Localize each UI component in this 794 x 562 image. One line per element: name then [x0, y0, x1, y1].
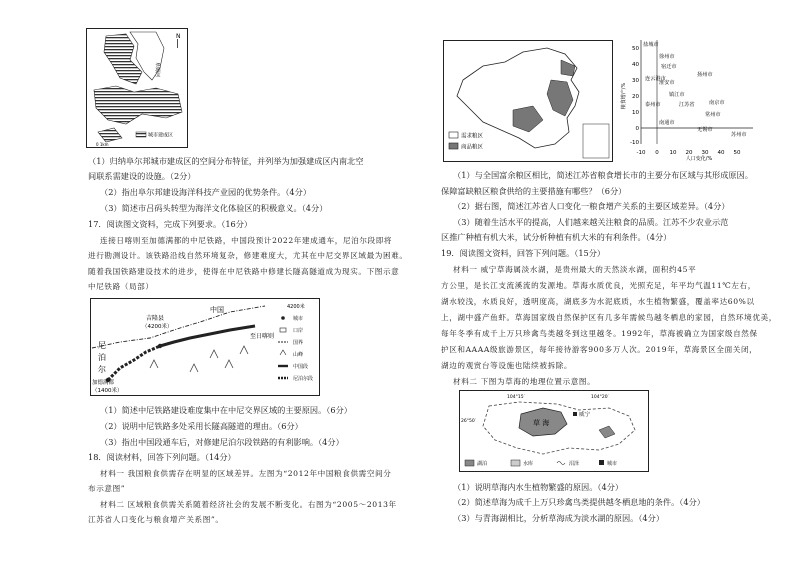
svg-text:中国段: 中国段 [293, 364, 309, 370]
svg-text:沼泽: 沼泽 [569, 461, 580, 467]
svg-text:-10: -10 [636, 150, 646, 156]
q18-heading: 18．阅读材料，回答下列问题。（14分） [88, 452, 236, 462]
svg-text:10: 10 [632, 110, 639, 116]
x-axis-label: 人口变化/% [685, 156, 713, 162]
svg-text:4200米: 4200米 [287, 304, 305, 310]
city-point-labels [643, 40, 747, 138]
q19-3: （3）与青海湖相比，分析草海成为淡水湖的原因。（4分） [453, 513, 665, 523]
right-column [397, 0, 794, 562]
q18-3: （3）随着生活水平的提高，人们越来越关注粮食的品质。江苏不少农业示范 [453, 217, 729, 227]
label-china: 中国 [210, 306, 224, 314]
river-label: 阜姆河 [154, 62, 160, 78]
q16-1: （1）归纳阜尔邦城市建成区的空间分布特征，并列举为加强建成区内南北空 [88, 156, 364, 166]
city-map-figure [86, 28, 188, 148]
jiangsu-scatter-plot [619, 36, 759, 162]
q16-2: （2）指出阜尔邦建设海洋科技产业园的优势条件。（4分） [100, 187, 312, 197]
railway-map-figure [90, 298, 320, 396]
svg-text:苏州市: 苏州市 [731, 132, 747, 138]
svg-text:26°50′: 26°50′ [461, 419, 476, 424]
y-axis-label: 粮食增产/% [621, 82, 627, 110]
q17-passage-1: 连接日喀则至加德满都的中尼铁路，中国段预计2022年建成通车，尼泊尔段即将 [100, 236, 393, 245]
svg-text:尼: 尼 [98, 341, 106, 350]
legend-deficit: 需求粮区 [461, 133, 484, 140]
svg-text:口岸: 口岸 [293, 328, 304, 334]
q19-material-1-line-6: 护区和AAAA级旅游景区，每年接待游客900多万人次。2019年，草海景区全面关闭， [441, 345, 758, 354]
q16-3: （3）简述市吕码头转型为海洋文化体验区的积极意义。（4分） [100, 203, 328, 213]
q18-3b: 区推广种植有机大米，试分析种植有机大米的有利条件。（4分） [441, 232, 672, 242]
svg-text:（1400米）: （1400米） [92, 388, 123, 394]
svg-text:国界: 国界 [293, 340, 304, 346]
q19-material-1-line-3: 湖水较浅，水质良好，透明度高，湖底多为水泥底质，水生植物繁盛，覆盖率达60%以 [441, 297, 755, 306]
svg-text:淮安市: 淮安市 [659, 80, 675, 86]
q19-2: （2）简述草海为成千上万只珍禽鸟类提供越冬栖息地的条件。（4分） [453, 497, 705, 507]
svg-text:山峰: 山峰 [293, 352, 304, 358]
q18-material-2a: 材料二 区域粮食供需关系随着经济社会的发展不断变化。右图为“2005～2013年 [100, 500, 397, 509]
q17-1: （1）简述中尼铁路建设难度集中在中尼交界区域的主要原因。（6分） [100, 405, 352, 415]
q19-material-2: 材料二 下图为草海的地理位置示意图。 [453, 377, 596, 386]
legend-built-up: 城市建成区 [148, 132, 174, 139]
svg-text:0 1km: 0 1km [96, 142, 109, 147]
legend-surplus: 商品粮区 [461, 144, 484, 151]
label-caohai: 草 海 [533, 419, 550, 427]
svg-text:0: 0 [655, 150, 659, 156]
svg-text:城市: 城市 [607, 461, 618, 467]
svg-text:盐城市: 盐城市 [643, 42, 659, 48]
svg-text:徐州市: 徐州市 [659, 54, 675, 60]
china-grain-map [443, 40, 613, 162]
q17-passage-2: 进行勘测设计。该铁路沿线自然环境复杂，修建难度大，尤其在中尼交界区域最为困难。 [88, 251, 408, 260]
svg-text:104°15′: 104°15′ [507, 395, 525, 400]
svg-text:无锡市: 无锡市 [697, 127, 713, 133]
svg-text:（4200米）: （4200米） [142, 324, 173, 330]
svg-text:南通市: 南通市 [659, 120, 675, 126]
svg-text:30: 30 [632, 78, 639, 84]
svg-text:水库: 水库 [523, 461, 534, 467]
q19-heading: 19．阅读图文资料，回答下列问题。（15分） [441, 248, 606, 258]
svg-text:10: 10 [669, 150, 677, 156]
svg-text:0: 0 [635, 126, 639, 132]
svg-text:104°20′: 104°20′ [591, 395, 609, 400]
q17-3: （3）指出中国段通车后，对修建尼泊尔段铁路的有利影响。（4分） [100, 437, 344, 447]
q18-2: （2）据右图，简述江苏省人口变化一粮食增产关系的主要区域差异。（4分） [453, 201, 730, 211]
svg-text:扬州市: 扬州市 [697, 72, 713, 78]
q19-material-1-line-1: 材料一 威宁草海属淡水湖，是贵州最大的天然淡水湖，面积约45平 [453, 265, 697, 274]
svg-text:城市: 城市 [293, 316, 304, 322]
q18-material-1b: 布示意图” [88, 484, 126, 493]
caohai-map [459, 390, 649, 472]
y-tick-labels [630, 46, 639, 146]
svg-text:江苏省: 江苏省 [679, 102, 695, 108]
label-jilong: 吉隆县 [146, 315, 165, 322]
q18-material-2b: 江苏省人口变化与粮食增产关系图”。 [88, 515, 224, 524]
q18-1: （1）与全国富余粮区相比，简述江苏省粮食增长市的主要分布区域与其形成原因。 [453, 170, 753, 180]
svg-text:40: 40 [717, 150, 725, 156]
q18-1b: 保障富缺粮区粮食供给的主要措施有哪些？（6分） [441, 186, 627, 196]
q17-passage-4: 中尼铁路（局部） [88, 282, 154, 291]
svg-text:镇江市: 镇江市 [669, 92, 685, 98]
svg-text:20: 20 [685, 150, 693, 156]
svg-text:尔: 尔 [98, 365, 106, 374]
svg-text:40: 40 [632, 62, 639, 68]
q17-passage-3: 随着我国铁路建设技术的进步，使得在中尼铁路中修建长隧高隧道成为现实。下图示意 [88, 267, 400, 276]
svg-text:20: 20 [632, 94, 639, 100]
svg-text:尼泊尔段: 尼泊尔段 [293, 376, 314, 382]
svg-text:N: N [176, 33, 181, 40]
q17-heading: 17．阅读图文资料，完成下列要求。（16分） [88, 219, 253, 229]
q16-1b: 间联系需建设的设施。（2分） [88, 171, 196, 181]
svg-text:常州市: 常州市 [705, 112, 721, 118]
svg-text:宿迁市: 宿迁市 [661, 64, 677, 70]
label-weining: 威宁 [579, 412, 591, 418]
q19-material-1-line-7: 湖边的观赏台等设施也陆续被拆除。 [441, 361, 573, 370]
q17-2: （2）说明中尼铁路多处采用长隧高隧道的理由。（6分） [100, 421, 303, 431]
svg-text:30: 30 [701, 150, 709, 156]
svg-text:50: 50 [733, 150, 741, 156]
svg-text:连云港市: 连云港市 [645, 76, 666, 82]
label-kathmandu: 加德满都 [92, 380, 115, 386]
svg-text:泊: 泊 [98, 353, 106, 362]
label-to-shigatse: 至日喀则 [250, 333, 275, 340]
q18-material-1a: 材料一 我国粮食供需存在明显的区域差异。左图为“2012年中国粮食供需空间分 [100, 469, 392, 478]
svg-text:南京市: 南京市 [709, 100, 725, 106]
svg-text:-10: -10 [630, 140, 639, 146]
svg-text:湖泊: 湖泊 [477, 461, 488, 467]
svg-text:泰州市: 泰州市 [645, 102, 661, 108]
q19-1: （1）说明草海内水生植物繁盛的原因。（4分） [453, 482, 624, 492]
q19-material-1-line-4: 上，湖中盛产鱼虾。草海国家级自然保护区有几多年需候鸟越冬栖息的家园，自然环境优美， [441, 313, 777, 322]
q19-material-1-line-2: 方公里，是长江支流溪流的发源地。草海水质优良，光照充足，年平均气温11℃左右， [441, 281, 756, 290]
q19-material-1-line-5: 每年冬季有成千上万只珍禽鸟类越冬到这里越冬。1992年，草海被确立为国家级自然保 [441, 329, 758, 338]
svg-text:50: 50 [632, 46, 639, 52]
